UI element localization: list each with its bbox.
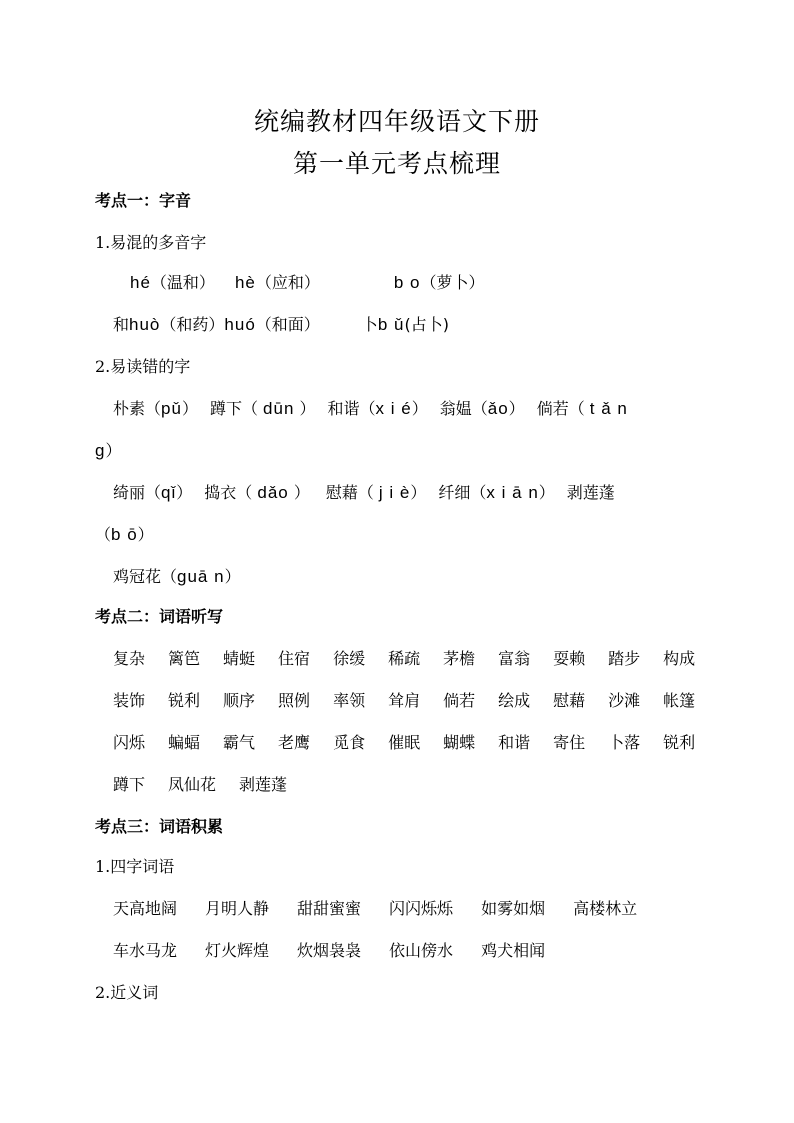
list-item: 构成 xyxy=(663,649,696,668)
list-item: 帐篷 xyxy=(663,691,696,710)
list-item: 天高地阔 xyxy=(113,899,178,918)
list-item: 慰藉 xyxy=(553,691,586,710)
list-item: 富翁 xyxy=(498,649,531,668)
list-item: 闪烁 xyxy=(113,733,146,752)
list-item: 绘成 xyxy=(498,691,531,710)
list-item: 灯火辉煌 xyxy=(205,941,270,960)
polyphone-row-2 xyxy=(113,314,449,336)
pinyin: huó xyxy=(224,315,256,334)
dictation-row xyxy=(113,774,287,796)
pinyin: qǐ xyxy=(161,483,177,502)
section3-sub1: 1.四字词语 xyxy=(95,857,175,876)
word: 蹲下（ xyxy=(209,399,264,418)
word: 捣衣（ xyxy=(204,483,258,502)
pinyin: b ō xyxy=(111,525,138,544)
list-item: 复杂 xyxy=(113,649,146,668)
bracket: ） xyxy=(411,399,428,418)
pinyin: x i ā n xyxy=(486,483,539,502)
list-item: 锐利 xyxy=(168,691,201,710)
bracket: （ xyxy=(95,525,112,544)
bracket: ） xyxy=(176,483,193,502)
pinyin: dūn xyxy=(263,399,295,418)
list-item: 催眠 xyxy=(388,733,421,752)
word: 翁媪（ xyxy=(439,399,488,418)
list-item: 踏步 xyxy=(608,649,641,668)
word: 和谐（ xyxy=(327,399,376,418)
bracket: ） xyxy=(224,567,241,586)
misread-row-1 xyxy=(113,398,628,420)
list-item: 高楼林立 xyxy=(573,899,638,918)
misread-row-2-wrap xyxy=(95,524,154,546)
bracket: ） xyxy=(105,441,122,460)
word: 慰藉（ xyxy=(325,483,379,502)
word: 鸡冠花（ xyxy=(113,567,178,586)
dictation-row xyxy=(113,732,695,754)
list-item: 茅檐 xyxy=(443,649,476,668)
list-item: 照例 xyxy=(278,691,311,710)
section3-heading: 考点三：词语积累 xyxy=(95,817,224,836)
list-item: 觅食 xyxy=(333,733,366,752)
bracket: ） xyxy=(508,399,525,418)
list-item: 篱笆 xyxy=(168,649,201,668)
list-item: 依山傍水 xyxy=(389,941,454,960)
list-item: 月明人静 xyxy=(205,899,270,918)
pinyin: ǎo xyxy=(487,399,509,418)
list-item: 车水马龙 xyxy=(113,941,178,960)
list-item: 装饰 xyxy=(113,691,146,710)
bracket: ） xyxy=(294,399,316,418)
pinyin: dǎo xyxy=(257,483,289,502)
list-item: 和谐 xyxy=(498,733,531,752)
word: （和面） xyxy=(255,315,320,334)
pinyin: b o xyxy=(393,273,421,292)
word: （萝卜） xyxy=(420,273,485,292)
list-item: 住宿 xyxy=(278,649,311,668)
misread-row-1-wrap xyxy=(95,440,121,462)
list-item: 甜甜蜜蜜 xyxy=(297,899,362,918)
misread-row-3 xyxy=(113,566,241,588)
bracket: ） xyxy=(181,399,198,418)
list-item: 率领 xyxy=(333,691,366,710)
word: 朴素（ xyxy=(113,399,162,418)
list-item: 蝴蝶 xyxy=(443,733,476,752)
list-item: 闪闪烁烁 xyxy=(389,899,454,918)
list-item: 凤仙花 xyxy=(168,775,217,794)
list-item: 蹲下 xyxy=(113,775,146,794)
char: 和 xyxy=(113,315,130,334)
word: 绮丽（ xyxy=(113,483,162,502)
list-item: 鸡犬相闻 xyxy=(481,941,546,960)
idiom-row xyxy=(113,898,637,920)
pinyin: t ǎ n xyxy=(589,399,628,418)
list-item: 徐缓 xyxy=(333,649,366,668)
bracket: ） xyxy=(137,525,154,544)
bracket: ） xyxy=(410,483,427,502)
pinyin: b ǔ xyxy=(377,315,405,334)
pinyin: hé xyxy=(130,273,151,292)
list-item: 如雾如烟 xyxy=(481,899,546,918)
list-item: 蝙蝠 xyxy=(168,733,201,752)
polyphone-row-1 xyxy=(130,272,485,294)
char: 卜 xyxy=(361,315,378,334)
section2-heading: 考点二：词语听写 xyxy=(95,607,224,626)
idiom-row xyxy=(113,940,545,962)
dictation-row xyxy=(113,690,695,712)
dictation-row xyxy=(113,648,695,670)
word: 纤细（ xyxy=(438,483,487,502)
list-item: 寄住 xyxy=(553,733,586,752)
list-item: 蜻蜓 xyxy=(223,649,256,668)
pinyin: g xyxy=(95,441,106,460)
word: 倘若（ xyxy=(536,399,590,418)
word: (占卜) xyxy=(404,315,449,334)
pinyin: huò xyxy=(129,315,161,334)
document-title: 统编教材四年级语文下册 xyxy=(253,107,540,136)
list-item: 倘若 xyxy=(443,691,476,710)
word: （温和） xyxy=(150,273,215,292)
list-item: 锐利 xyxy=(663,733,696,752)
section1-sub1: 1.易混的多音字 xyxy=(95,233,207,252)
section1-heading: 考点一：字音 xyxy=(95,191,192,210)
list-item: 卜落 xyxy=(608,733,641,752)
pinyin: guā n xyxy=(177,567,225,586)
list-item: 老鹰 xyxy=(278,733,311,752)
list-item: 剥莲蓬 xyxy=(239,775,288,794)
word: 剥莲蓬 xyxy=(566,483,615,502)
list-item: 炊烟袅袅 xyxy=(297,941,362,960)
section1-sub2: 2.易读错的字 xyxy=(95,357,191,376)
bracket: ） xyxy=(538,483,555,502)
document-subtitle: 第一单元考点梳理 xyxy=(292,149,501,178)
section3-sub2: 2.近义词 xyxy=(95,983,159,1002)
word: （应和） xyxy=(255,273,320,292)
pinyin: x i é xyxy=(375,399,412,418)
list-item: 沙滩 xyxy=(608,691,641,710)
list-item: 稀疏 xyxy=(388,649,421,668)
pinyin: pǔ xyxy=(161,399,182,418)
list-item: 耸肩 xyxy=(388,691,421,710)
pinyin: hè xyxy=(234,273,256,292)
pinyin: j i è xyxy=(378,483,411,502)
word: （和药） xyxy=(160,315,225,334)
list-item: 顺序 xyxy=(223,691,256,710)
bracket: ） xyxy=(288,483,310,502)
list-item: 霸气 xyxy=(223,733,256,752)
misread-row-2 xyxy=(113,482,615,504)
list-item: 耍赖 xyxy=(553,649,586,668)
